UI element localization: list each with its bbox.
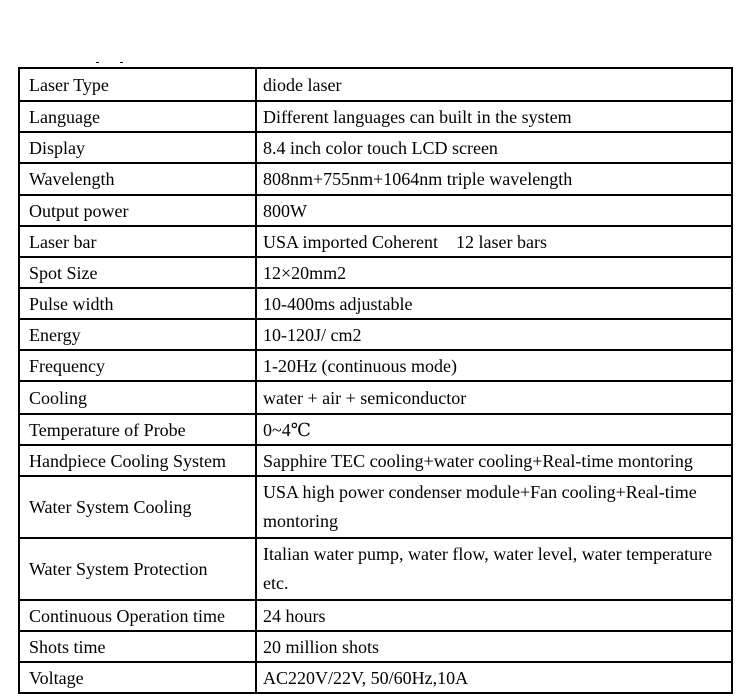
param-label: Temperature of Probe xyxy=(19,414,256,445)
param-label: Frequency xyxy=(19,350,256,381)
param-value: 12×20mm2 xyxy=(256,257,732,288)
table-row xyxy=(19,381,732,414)
table-row xyxy=(19,257,732,288)
table-row xyxy=(19,288,732,319)
table-row xyxy=(19,195,732,226)
param-value: USA high power condenser module+Fan cooling+Real-time montoring xyxy=(256,476,732,538)
param-value: water + air + semiconductor xyxy=(256,381,732,414)
param-label: Continuous Operation time xyxy=(19,600,256,631)
header-mark xyxy=(120,62,123,63)
param-value: Italian water pump, water flow, water level, water temperature etc. xyxy=(256,538,732,600)
table-row xyxy=(19,163,732,195)
param-label: Wavelength xyxy=(19,163,256,195)
specification-table xyxy=(18,67,733,694)
table-row xyxy=(19,350,732,381)
param-label: Water System Cooling xyxy=(19,476,256,538)
param-value: AC220V/22V, 50/60Hz,10A xyxy=(256,662,732,693)
table-row xyxy=(19,319,732,350)
table-row xyxy=(19,414,732,445)
param-value: Different languages can built in the system xyxy=(256,101,732,132)
table-row xyxy=(19,600,732,631)
table-row xyxy=(19,68,732,101)
param-label: Water System Protection xyxy=(19,538,256,600)
table-row xyxy=(19,101,732,132)
table-row xyxy=(19,445,732,476)
param-label: Display xyxy=(19,132,256,163)
param-value: USA imported Coherent 12 laser bars xyxy=(256,226,732,257)
param-label: Laser Type xyxy=(19,68,256,101)
param-label: Cooling xyxy=(19,381,256,414)
table-row xyxy=(19,476,732,538)
param-label: Shots time xyxy=(19,631,256,662)
param-value: 1-20Hz (continuous mode) xyxy=(256,350,732,381)
param-value: 20 million shots xyxy=(256,631,732,662)
param-value: 808nm+755nm+1064nm triple wavelength xyxy=(256,163,732,195)
param-value: 8.4 inch color touch LCD screen xyxy=(256,132,732,163)
param-label: Handpiece Cooling System xyxy=(19,445,256,476)
table-row xyxy=(19,226,732,257)
param-value: diode laser xyxy=(256,68,732,101)
param-label: Spot Size xyxy=(19,257,256,288)
table-row xyxy=(19,662,732,693)
param-label: Output power xyxy=(19,195,256,226)
param-label: Voltage xyxy=(19,662,256,693)
param-value: 800W xyxy=(256,195,732,226)
param-label: Laser bar xyxy=(19,226,256,257)
param-value: 10-120J/ cm2 xyxy=(256,319,732,350)
param-label: Language xyxy=(19,101,256,132)
table-row xyxy=(19,132,732,163)
param-value: 10-400ms adjustable xyxy=(256,288,732,319)
param-value: Sapphire TEC cooling+water cooling+Real-time montoring xyxy=(256,445,732,476)
param-label: Pulse width xyxy=(19,288,256,319)
table-row xyxy=(19,538,732,600)
param-value: 24 hours xyxy=(256,600,732,631)
param-value: 0~4℃ xyxy=(256,414,732,445)
param-label: Energy xyxy=(19,319,256,350)
header-mark xyxy=(96,62,99,63)
table-row xyxy=(19,631,732,662)
